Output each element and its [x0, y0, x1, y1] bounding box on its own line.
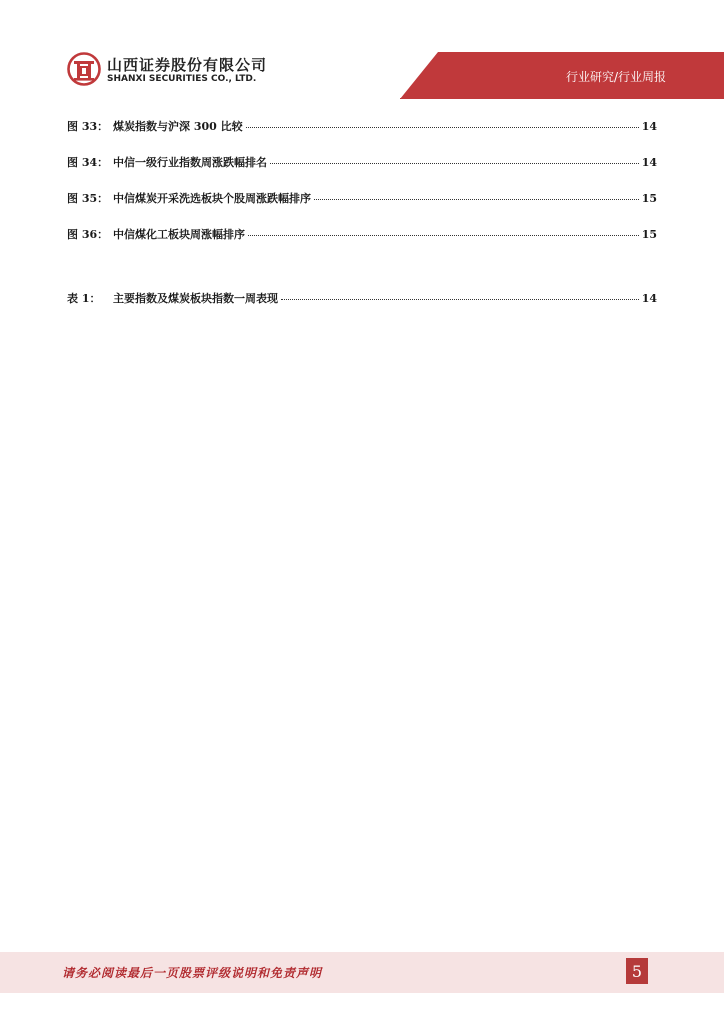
toc-entry-page: 15 [641, 228, 657, 241]
toc-entry-page: 14 [641, 292, 657, 305]
toc-entry-title: 中信一级行业指数周涨跌幅排名 [113, 156, 267, 169]
toc-entry-title: 煤炭指数与沪深 300 比较 [113, 120, 243, 133]
toc-entry[interactable] [67, 154, 657, 174]
toc-entry-prefix: 图 33： [67, 120, 109, 133]
toc-entry-prefix: 表 1： [67, 292, 101, 305]
footer-disclaimer: 请务必阅读最后一页股票评级说明和免责声明 [62, 966, 323, 980]
toc-entry[interactable] [67, 190, 657, 210]
company-name-cn: 山西证券股份有限公司 [107, 56, 268, 74]
toc-entry-title: 中信煤炭开采洗选板块个股周涨跌幅排序 [113, 192, 311, 205]
toc-entry-page: 14 [641, 120, 657, 133]
toc-dot-leader [248, 234, 639, 236]
toc-entry-page: 15 [641, 192, 657, 205]
toc-dot-leader [246, 126, 639, 128]
header-banner [400, 52, 724, 99]
company-logo-icon [67, 52, 101, 86]
toc-entry[interactable] [67, 226, 657, 246]
toc-entry-prefix: 图 34： [67, 156, 109, 169]
toc-dot-leader [281, 298, 639, 300]
page-number: 5 [626, 958, 648, 984]
toc-entry-page: 14 [641, 156, 657, 169]
toc-dot-leader [270, 162, 639, 164]
toc-entry-prefix: 图 35： [67, 192, 109, 205]
toc-entry-prefix: 图 36： [67, 228, 109, 241]
toc-entry[interactable] [67, 290, 657, 310]
report-category: 行业研究/行业周报 [565, 70, 666, 84]
company-name-en: SHANXI SECURITIES CO., LTD. [107, 74, 257, 84]
toc-dot-leader [314, 198, 639, 200]
toc-entry-title: 主要指数及煤炭板块指数一周表现 [113, 292, 278, 305]
page-header [0, 0, 724, 100]
toc-entry[interactable] [67, 118, 657, 138]
toc-entry-title: 中信煤化工板块周涨幅排序 [113, 228, 245, 241]
